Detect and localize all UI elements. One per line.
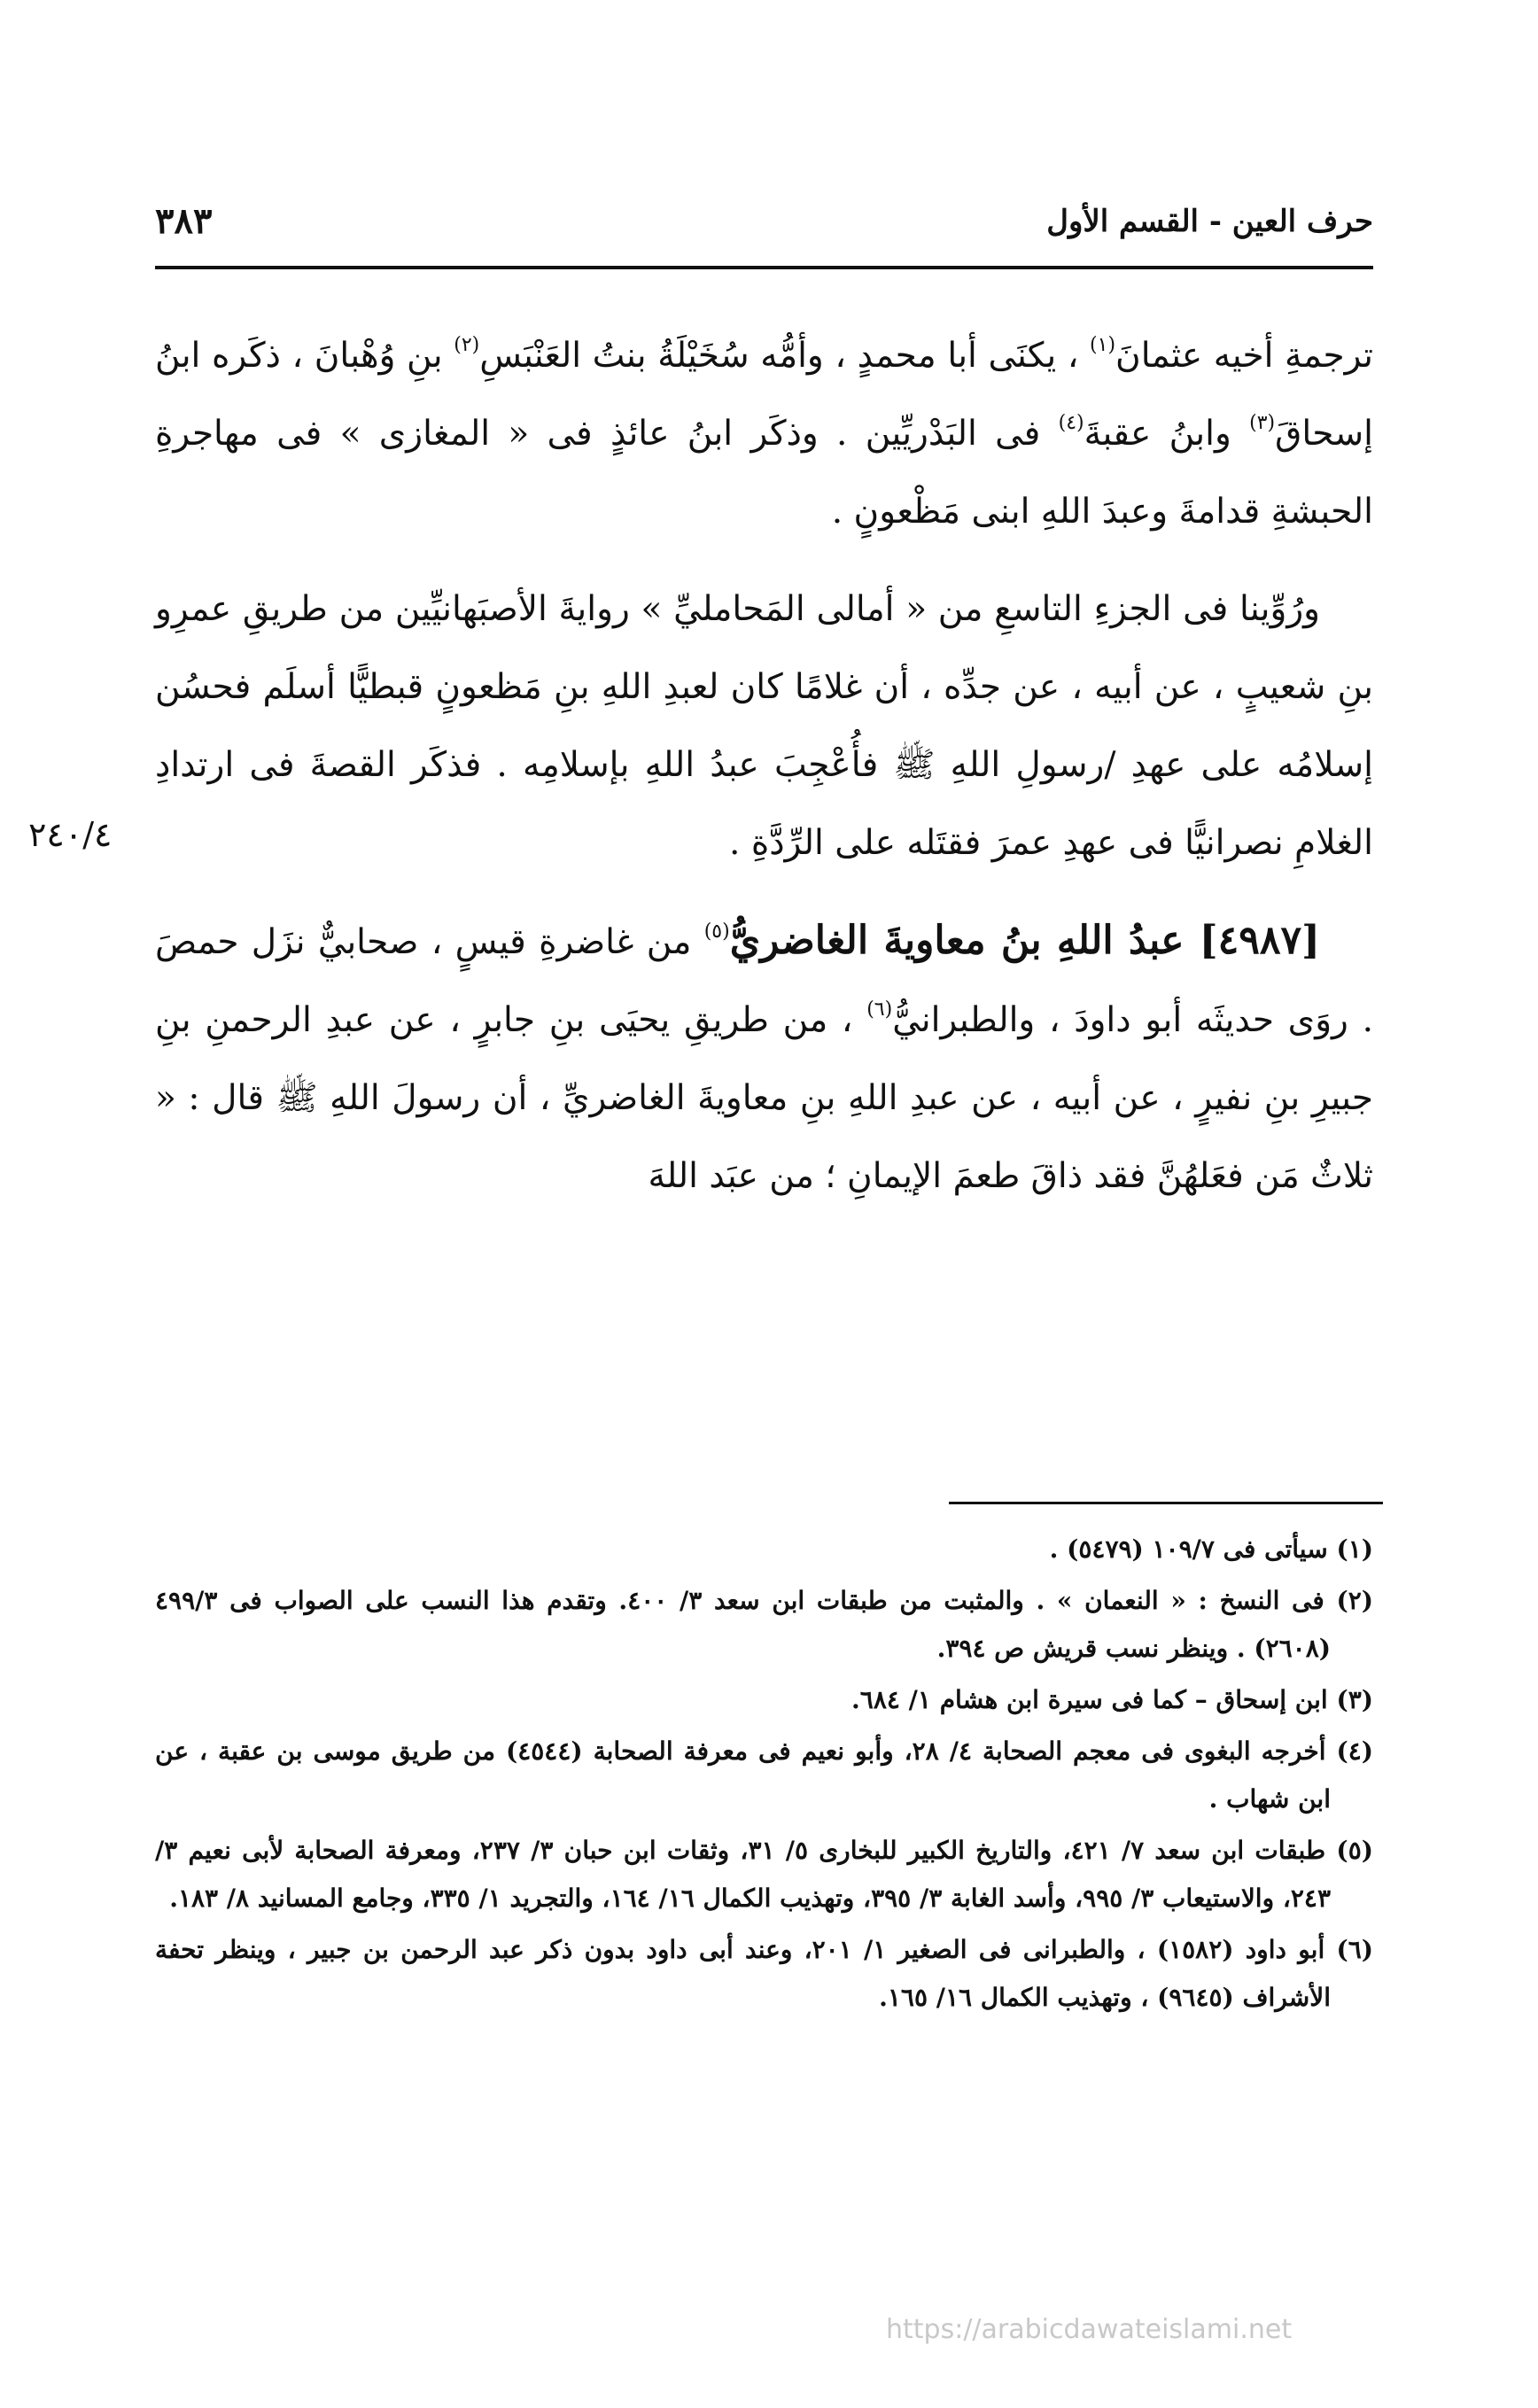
footnote-ref-1[interactable]: (١) — [1090, 334, 1116, 356]
page-number: ٣٨٣ — [155, 200, 213, 242]
text-span: بنِ وُهْبانَ ، ذكَره ابنُ إسحاقَ — [155, 336, 1373, 454]
running-title: حرف العين - القسم الأول — [1046, 204, 1373, 239]
footnote-5: (٥) طبقات ابن سعد ٧/ ٤٢١، والتاريخ الكبير للبخارى ٥/ ٣١، وثقات ابن حبان ٣/ ٢٣٧، ومعرفة الصحابة لأبى نعيم ٣/ ٢٤٣، والاستيعاب ٣/ ٩٩٥، وأسد الغابة ٣/ ٣٩٥، وتهذيب الكمال ١٦/ ١٦٤، والتجريد ١/ ٣٣٥، وجامع المسانيد ٨/ ١٨٣. — [155, 1836, 1373, 1913]
footnote-ref-5[interactable]: (٥) — [703, 920, 730, 943]
text-span: من غاضرةِ قيسٍ ، صحابيٌّ نزَل حمصَ . روَى حديثَه أبو داودَ ، والطبرانيُّ — [155, 922, 1373, 1040]
marginal-reference: ٢٤٠/٤ — [28, 815, 113, 854]
page-header — [155, 190, 1373, 252]
text-span: ، من طريقِ يحيَى بنِ جابرٍ ، عن عبدِ الرحمنِ بنِ جبيرِ بنِ نفيرٍ ، عن أبيه ، عن عبدِ اللهِ بنِ معاويةَ الغاضريِّ ، أن رسولَ اللهِ ﷺ قال : « ثلاثٌ مَن فعَلهُنَّ فقد ذاقَ طعمَ الإيمانِ ؛ من عبَد اللهَ — [155, 1000, 1373, 1196]
footnote-2: (٢) فى النسخ : « النعمان » . والمثبت من طبقات ابن سعد ٣/ ٤٠٠. وتقدم هذا النسب على الصواب فى ٤٩٩/٣ (٢٦٠٨) . وينظر نسب قريش ص ٣٩٤. — [155, 1586, 1374, 1663]
footnote-ref-6[interactable]: (٦) — [866, 998, 893, 1021]
footnote-ref-3[interactable]: (٣) — [1249, 412, 1276, 434]
footnote-1: (١) سيأتى فى ١٠٩/٧ (٥٤٧٩) . — [1049, 1534, 1373, 1564]
main-text — [155, 317, 1373, 1235]
text-span: ترجمةِ أخيه عثمانَ — [1115, 336, 1373, 376]
paragraph-1 — [155, 317, 1373, 551]
text-span: ، يكنَى أبا محمدٍ ، وأمُّه سُخَيْلَةُ بنتُ العَنْبَسِ — [479, 336, 1091, 376]
paragraph-3 — [155, 902, 1373, 1216]
footnotes — [155, 1526, 1373, 2025]
footnote-4: (٤) أخرجه البغوى فى معجم الصحابة ٤/ ٢٨، وأبو نعيم فى معرفة الصحابة (٤٥٤٤) من طريق موسى بن عقبة ، عن ابن شهاب . — [155, 1736, 1374, 1814]
footnote-6: (٦) أبو داود (١٥٨٢) ، والطبرانى فى الصغير ١/ ٢٠١، وعند أبى داود بدون ذكر عبد الرحمن بن جبير ، وينظر تحفة الأشراف (٩٦٤٥) ، وتهذيب الكمال ١٦/ ١٦٥. — [155, 1935, 1374, 2012]
paragraph-2: ورُوِّينا فى الجزءِ التاسعِ من « أمالى المَحامليِّ » روايةَ الأصبَهانيِّين من طريقِ عمرِو بنِ شعيبٍ ، عن أبيه ، عن جدِّه ، أن غلامًا كان لعبدِ اللهِ بنِ مَظعونٍ قبطيًّا أسلَم فحسُن إسلامُه على عهدِ /رسولِ اللهِ ﷺ فأُعْجِبَ عبدُ اللهِ بإسلامِه . فذكَر القصةَ فى ارتدادِ الغلامِ نصرانيًّا فى عهدِ عمرَ فقتَله على الرِّدَّةِ . — [155, 589, 1373, 863]
footnote-ref-2[interactable]: (٢) — [454, 334, 480, 356]
header-rule — [155, 266, 1373, 269]
footnote-3: (٣) ابن إسحاق – كما فى سيرة ابن هشام ١/ ٦٨٤. — [851, 1685, 1373, 1714]
entry-heading: [٤٩٨٧] عبدُ اللهِ بنُ معاويةَ الغاضريُّ — [729, 918, 1320, 963]
footnote-rule — [949, 1502, 1383, 1504]
footnote-ref-4[interactable]: (٤) — [1058, 412, 1084, 434]
text-span: فى البَدْريِّين . وذكَر ابنُ عائذٍ فى « المغازى » فى مهاجرةِ الحبشةِ قدامةَ وعبدَ اللهِ ابنى مَظْعونٍ . — [155, 414, 1373, 532]
watermark-url: https://arabicdawateislami.net — [886, 2314, 1293, 2345]
text-span: وابنُ عقبةَ — [1084, 414, 1250, 454]
